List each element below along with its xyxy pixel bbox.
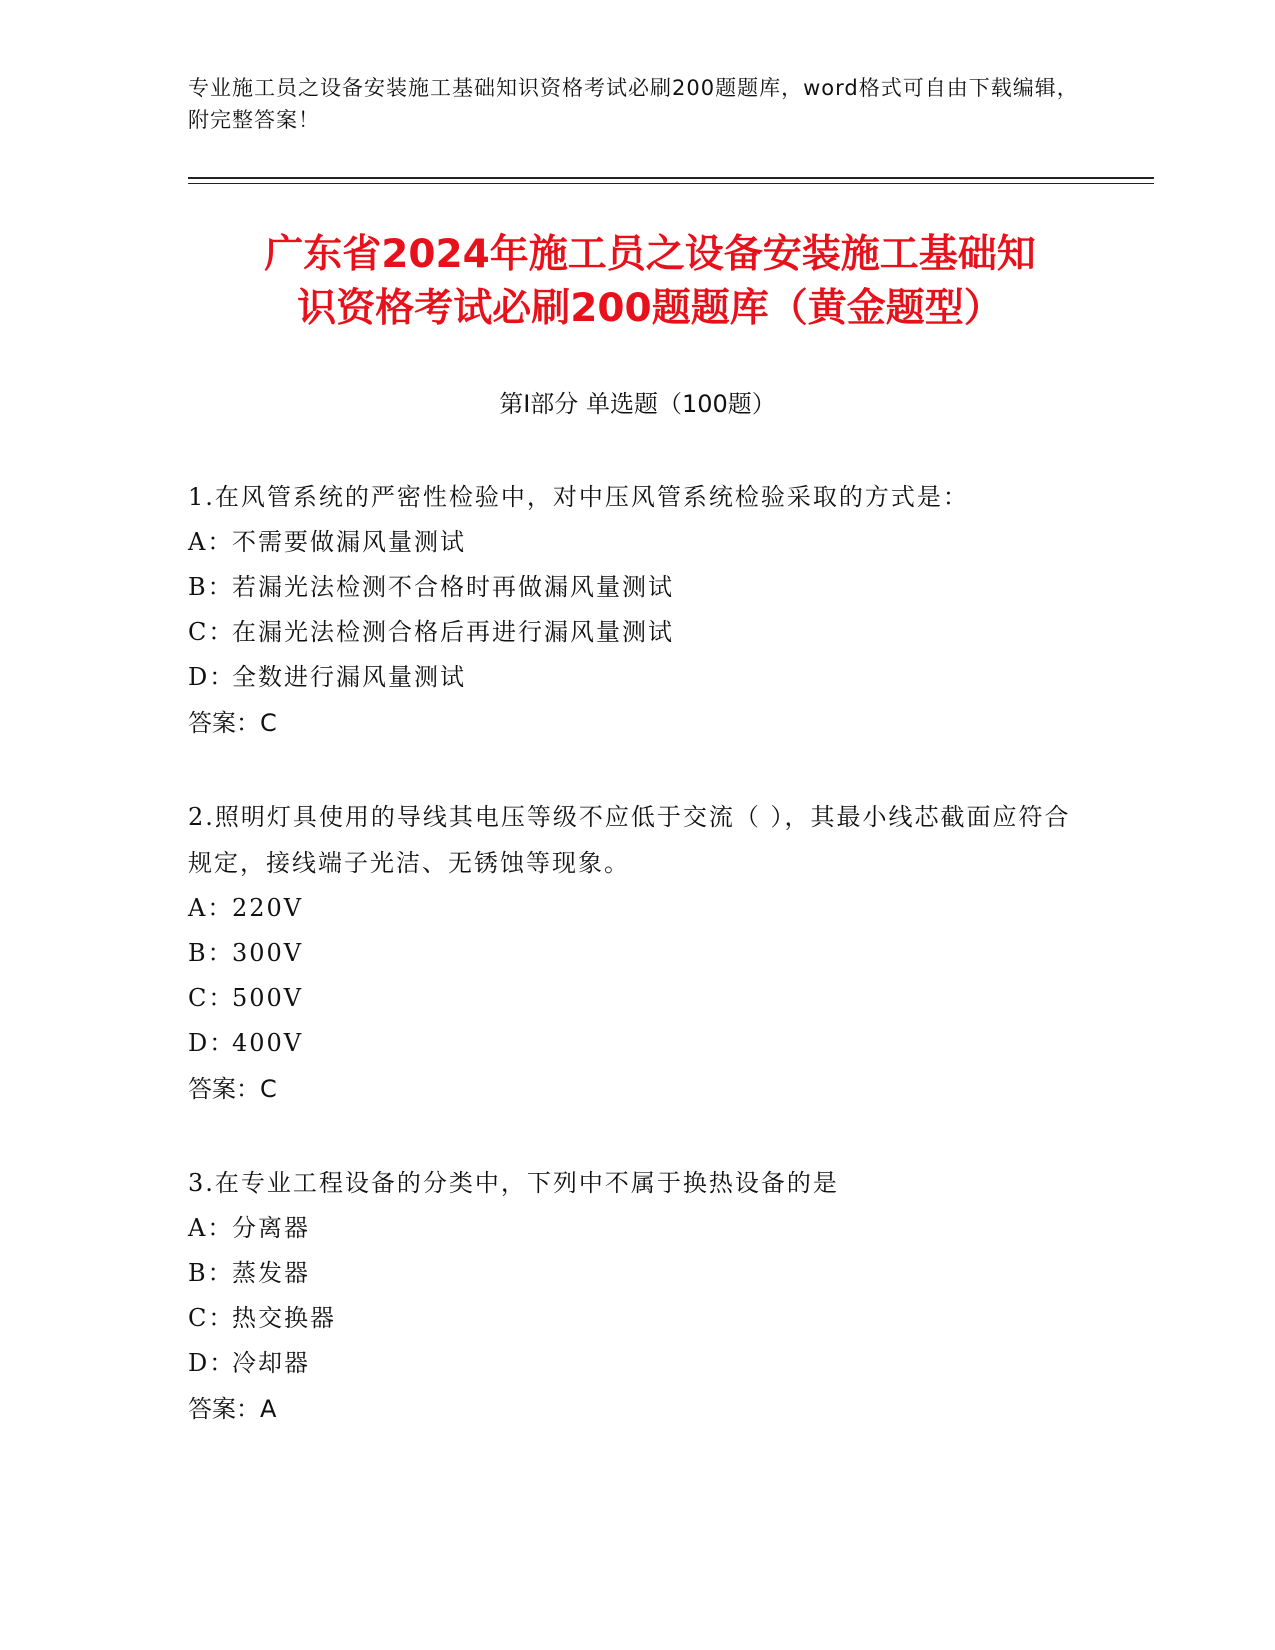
section-heading: 第Ⅰ部分 单选题（100题） <box>499 390 776 418</box>
option-text: 300V <box>232 939 304 967</box>
document-title-line-1: 广东省2024年施工员之设备安装施工基础知 <box>264 232 1036 277</box>
option-text: 若漏光法检测不合格时再做漏风量测试 <box>232 573 674 601</box>
option-d <box>188 1341 1088 1386</box>
option-b <box>188 1251 1088 1296</box>
option-a <box>188 1206 1088 1251</box>
header-divider-thin <box>188 183 1154 184</box>
option-letter: C： <box>188 984 235 1012</box>
option-letter: D： <box>188 1029 236 1057</box>
answer-label: 答案：C <box>188 709 277 737</box>
option-letter: A： <box>188 1214 234 1242</box>
option-letter: C： <box>188 1304 235 1332</box>
header-note: 专业施工员之设备安装施工基础知识资格考试必刷200题题库，word格式可自由下载编辑，附完整答案！ <box>188 76 1079 132</box>
option-text: 500V <box>232 984 304 1012</box>
option-text: 400V <box>232 1029 304 1057</box>
option-text: 蒸发器 <box>232 1259 310 1287</box>
question-stem: 3.在专业工程设备的分类中，下列中不属于换热设备的是 <box>188 1169 839 1197</box>
option-d <box>188 1021 1088 1066</box>
question-stem: 1.在风管系统的严密性检验中，对中压风管系统检验采取的方式是： <box>188 483 969 511</box>
option-text: 冷却器 <box>232 1349 310 1377</box>
option-letter: D： <box>188 1349 236 1377</box>
question-item <box>188 1160 1088 1432</box>
option-b <box>188 931 1088 976</box>
option-text: 分离器 <box>232 1214 310 1242</box>
option-letter: A： <box>188 528 234 556</box>
option-a <box>188 886 1088 931</box>
option-letter: C： <box>188 618 235 646</box>
option-d <box>188 655 1088 700</box>
option-letter: A： <box>188 894 234 922</box>
option-letter: B： <box>188 1259 234 1287</box>
question-list <box>188 474 1088 1480</box>
option-letter: B： <box>188 939 234 967</box>
option-c <box>188 976 1088 1021</box>
option-text: 在漏光法检测合格后再进行漏风量测试 <box>232 618 674 646</box>
answer-label: 答案：A <box>188 1395 277 1423</box>
option-text: 220V <box>232 894 304 922</box>
option-a <box>188 520 1088 565</box>
option-c <box>188 1296 1088 1341</box>
option-letter: D： <box>188 663 236 691</box>
option-text: 热交换器 <box>232 1304 336 1332</box>
option-c <box>188 610 1088 655</box>
option-text: 全数进行漏风量测试 <box>232 663 466 691</box>
document-title <box>180 228 1120 336</box>
question-item <box>188 474 1088 746</box>
option-b <box>188 565 1088 610</box>
header-divider <box>188 177 1154 179</box>
question-stem: 2.照明灯具使用的导线其电压等级不应低于交流（ ），其最小线芯截面应符合规定，接线端子光洁、无锈蚀等现象。 <box>188 803 1071 877</box>
document-title-line-2: 识资格考试必刷200题题库（黄金题型） <box>297 286 1003 331</box>
question-item <box>188 794 1088 1112</box>
option-text: 不需要做漏风量测试 <box>232 528 466 556</box>
option-letter: B： <box>188 573 234 601</box>
answer-label: 答案：C <box>188 1075 277 1103</box>
